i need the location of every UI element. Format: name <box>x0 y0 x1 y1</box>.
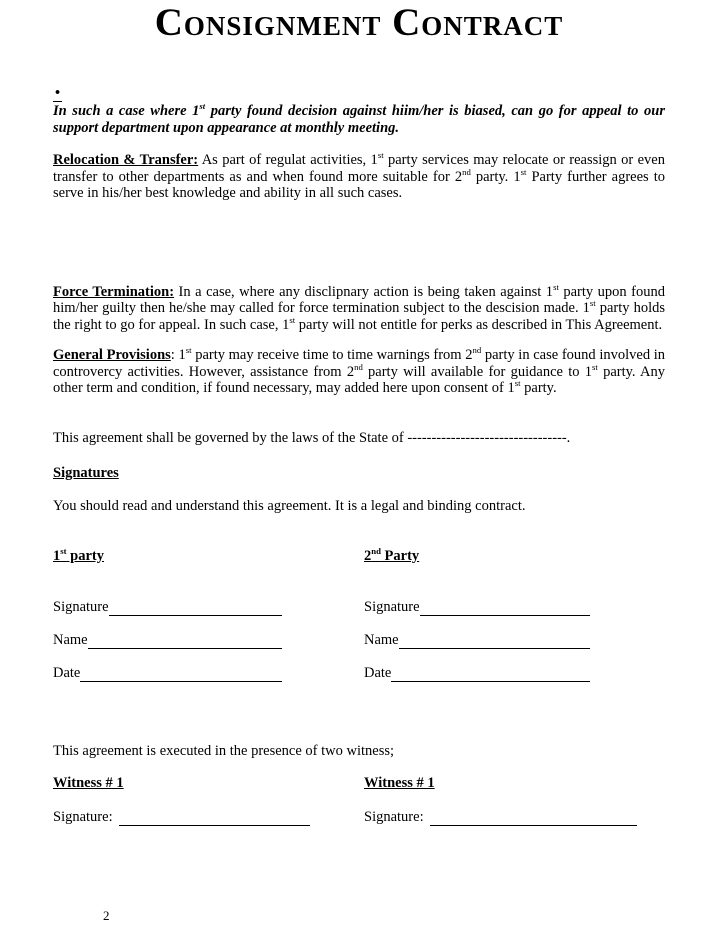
signature-label: Signature <box>53 598 109 615</box>
signature-field-row <box>53 808 310 826</box>
date-field-row <box>364 664 590 682</box>
section-general-provisions <box>53 347 665 397</box>
witness-2-heading: Witness # 1 <box>364 775 435 791</box>
signature-label: Signature: <box>53 809 113 825</box>
date-label: Date <box>53 664 81 681</box>
section-label-separator: : <box>170 347 175 363</box>
signature-field-row <box>53 598 282 616</box>
name-line <box>399 634 590 649</box>
second-party-column <box>364 545 665 697</box>
section-label: General Provisions <box>53 347 171 363</box>
section-relocation-transfer <box>53 152 665 202</box>
first-party-heading: 1st party <box>53 545 104 564</box>
name-line <box>88 634 282 649</box>
document-content <box>53 0 665 826</box>
binding-contract-note: You should read and understand this agreement. It is a legal and binding contract. <box>53 498 526 514</box>
date-line <box>391 667 590 682</box>
page-title: Consignment Contract <box>154 1 564 44</box>
section-body: 1st party may receive time to time warnings from 2nd party in case found involved in controvercy activities. However, assistance from 2nd party will available for guidance to 1st party. Any other term and condition, if found necessary, may added here upon consent of 1st party. <box>53 345 666 396</box>
section-body: As part of regulat activities, 1st party services may relocate or reassign or even transfer to other departments as and when found more suitable for 2nd party. 1st Party further agrees to serve in his/her best knowledge and ability in all such cases. <box>53 150 665 201</box>
signature-label: Signature: <box>364 809 424 825</box>
first-party-column <box>53 545 364 697</box>
witness-signature-block <box>53 775 665 826</box>
bullet-marker <box>53 85 665 101</box>
section-label: Relocation & Transfer: <box>53 152 199 168</box>
section-label: Force Termination: <box>53 283 175 300</box>
witness-intro-line: This agreement is executed in the presence of two witness; <box>53 742 395 759</box>
signature-field-row <box>364 598 590 616</box>
date-line <box>80 667 282 682</box>
signature-line <box>109 601 282 616</box>
witness-1-column <box>53 775 364 826</box>
date-field-row <box>53 664 282 682</box>
party-signature-block <box>53 545 665 697</box>
signature-line <box>119 811 310 826</box>
bullet-glyph: • <box>55 85 61 101</box>
section-body: In a case, where any disclipnary action is being taken against 1st party upon found him/her guilty then he/she may called for force termination subject to the descision made. 1st party holds the right to go for appeal. In such case, 1st party will not entitle for perks as described in This Agreement. <box>53 281 666 333</box>
signatures-heading: Signatures <box>53 465 119 481</box>
signature-label: Signature <box>364 598 420 615</box>
second-party-fields <box>364 598 665 682</box>
signature-field-row <box>364 808 637 826</box>
first-party-fields <box>53 598 364 682</box>
name-field-row <box>53 631 282 649</box>
signature-line <box>420 601 590 616</box>
name-label: Name <box>53 631 88 648</box>
page-number: 2 <box>103 908 110 923</box>
signature-line <box>430 811 637 826</box>
governing-law-line: This agreement shall be governed by the laws of the State of ---------------------------------. <box>53 429 571 446</box>
blank-space <box>53 202 665 284</box>
name-field-row <box>364 631 590 649</box>
date-label: Date <box>364 664 392 681</box>
section-force-termination <box>53 281 666 334</box>
witness-1-heading: Witness # 1 <box>53 775 124 791</box>
witness-2-column <box>364 775 665 826</box>
name-label: Name <box>364 631 399 648</box>
second-party-heading: 2nd Party <box>364 545 420 564</box>
appeal-clause-paragraph: In such a case where 1st party found decision against hiim/her is biased, can go for appeal to our support department upon appearance at monthly meeting. <box>53 101 665 136</box>
